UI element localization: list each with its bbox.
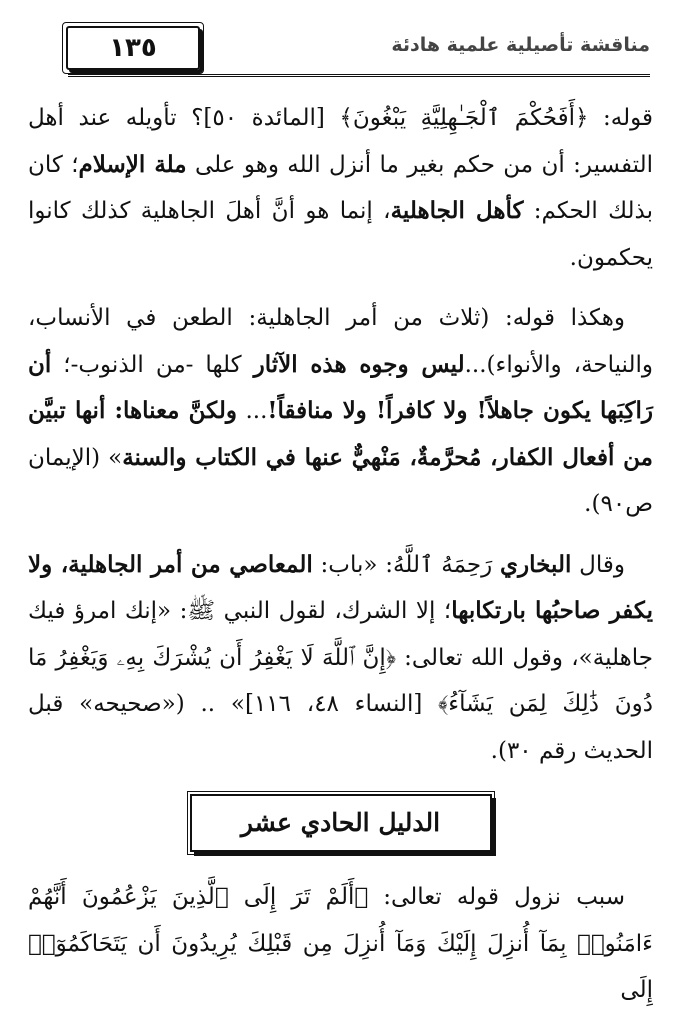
- paragraph-1: [28, 95, 653, 281]
- page-header: [62, 22, 650, 80]
- bold-span: كأهل الجاهلية: [390, 197, 524, 224]
- bold-span: أن رَاكِبَها يكون جاهلاً! ولا كافراً! ولا منافقاً!: [28, 350, 654, 424]
- text-span: وهكذا قوله: (ثلاث من أمر الجاهلية: الطعن في الأنساب، والنياحة، والأنواء)...: [28, 305, 654, 378]
- bold-span: البخاري: [500, 550, 572, 578]
- text-span: سبب نزول قوله تعالى: ﴿أَلَمْ تَرَ إِلَى ٱلَّذِينَ يَزْعُمُونَ أَنَّهُمْ ءَامَنُوا۟ بِمَآ أُنزِلَ إِلَيْكَ وَمَآ أُنزِلَ مِن قَبْلِكَ يُرِيدُونَ أَن يَتَحَاكَمُوٓا۟ إِلَى: [28, 884, 653, 1003]
- text-span: وقال: [571, 551, 626, 578]
- text-span: رَحِمَهُ ٱللَّهُ: «باب:: [312, 551, 501, 578]
- section-heading: الدليل الحادي عشر: [190, 794, 492, 852]
- text-span: ؛ كان بذلك الحكم:: [28, 151, 653, 224]
- page-number: ١٣٥: [109, 33, 157, 63]
- header-rule: [68, 74, 650, 77]
- bold-span: المعاصي من أمر الجاهلية، ولا يكفر صاحبُها بارتكابها: [28, 550, 653, 624]
- page-content: [28, 95, 653, 1028]
- text-span: ...: [237, 398, 268, 424]
- text-span: كلها -من الذنوب-؛: [51, 351, 254, 378]
- section-heading-wrap: [28, 794, 653, 852]
- running-title: مناقشة تأصيلية علمية هادئة: [391, 34, 650, 56]
- text-span: » (الإيمان ص٩٠).: [28, 444, 653, 517]
- paragraph-2: [28, 295, 653, 528]
- text-span: ، إنما هو أنَّ أهلَ الجاهلية كذلك كانوا يحكمون.: [28, 198, 653, 271]
- bold-span: ملة الإسلام: [78, 150, 187, 178]
- page-number-box: [66, 26, 200, 70]
- text-span: ؛ إلا الشرك، لقول النبي ﷺ: «إنك امرؤ فيك جاهلية»، وقول الله تعالى: ﴿إِنَّ ٱللَّهَ لَا يَغْفِرُ أَن يُشْرَكَ بِهِۦ وَيَغْفِرُ مَا دُونَ ذَٰلِكَ لِمَن يَشَآءُ﴾ [النساء ٤٨، ١١٦]» .. («صحيحه» قبل الحديث رقم ٣٠).: [28, 598, 653, 764]
- bold-span: ليس وجوه هذه الآثار: [253, 350, 465, 378]
- paragraph-3: [28, 542, 653, 775]
- text-span: قوله: ﴿أَفَحُكْمَ ٱلْجَـٰهِلِيَّةِ يَبْغُونَ﴾ [المائدة ٥٠]؟ تأويله عند أهل التفسير: أن من حكم بغير ما أنزل الله وهو على: [28, 105, 653, 178]
- bold-span: ولكنَّ معناها: أنها تبيَّن من أفعال الكفار، مُحرَّمةٌ، مَنْهيٌّ عنها في الكتاب والسنة: [28, 397, 653, 471]
- paragraph-4: [28, 874, 653, 1014]
